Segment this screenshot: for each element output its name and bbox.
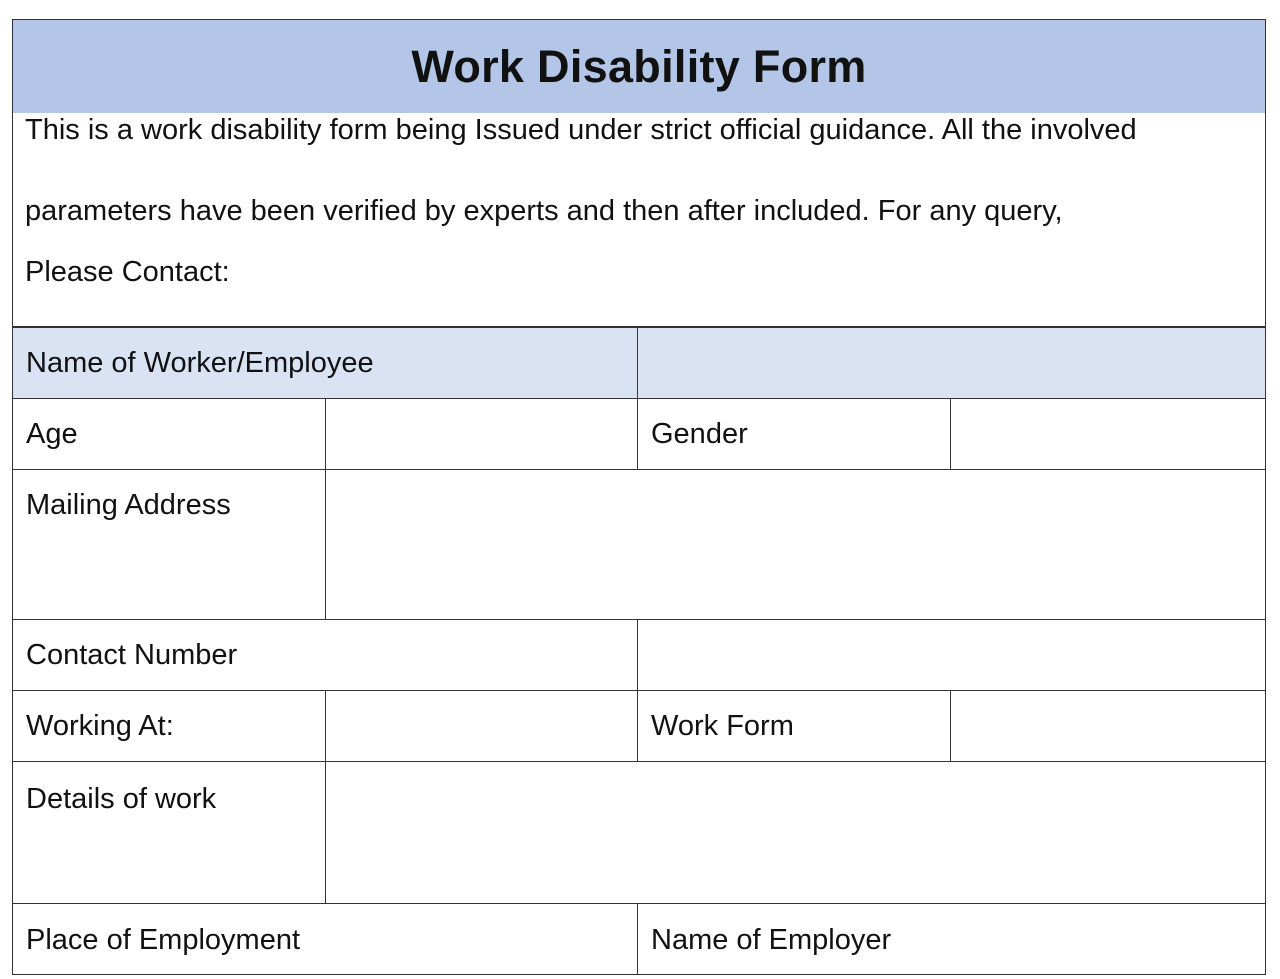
age-label: Age	[26, 418, 78, 450]
working-at-label-cell	[12, 690, 327, 762]
details-of-work-input-cell[interactable]	[325, 761, 1266, 904]
contact-number-label-cell	[12, 619, 639, 691]
place-of-employment-cell[interactable]	[12, 903, 639, 975]
working-at-input-cell[interactable]	[325, 690, 639, 762]
gender-label-cell	[637, 398, 952, 470]
contact-number-input-cell[interactable]	[637, 619, 1266, 691]
place-of-employment-label: Place of Employment	[26, 924, 301, 956]
age-input-cell[interactable]	[325, 398, 639, 470]
details-of-work-label-cell	[12, 761, 327, 904]
gender-label: Gender	[651, 418, 748, 450]
intro-line-2: parameters have been verified by experts and then after included. For any query,	[25, 195, 1063, 227]
intro-line-3: Please Contact:	[25, 256, 230, 288]
work-form-label: Work Form	[651, 710, 794, 742]
intro-line-1: This is a work disability form being Issued under strict official guidance. All the involved	[25, 114, 1137, 146]
form-title: Work Disability Form	[411, 40, 867, 92]
name-input-cell[interactable]	[637, 327, 1266, 399]
gender-input-cell[interactable]	[950, 398, 1266, 470]
details-of-work-label: Details of work	[26, 783, 217, 815]
mailing-address-label: Mailing Address	[26, 489, 231, 521]
name-of-employer-label: Name of Employer	[651, 924, 892, 956]
name-label: Name of Worker/Employee	[26, 347, 374, 379]
intro-box	[12, 113, 1266, 327]
form-title-bar	[12, 19, 1266, 114]
age-label-cell	[12, 398, 327, 470]
name-label-cell	[12, 327, 639, 399]
mailing-address-label-cell	[12, 469, 327, 620]
working-at-label: Working At:	[26, 710, 174, 742]
work-form-input-cell[interactable]	[950, 690, 1266, 762]
work-form-label-cell	[637, 690, 952, 762]
work-disability-form	[12, 19, 1266, 979]
name-of-employer-cell[interactable]	[637, 903, 1266, 975]
mailing-address-input-cell[interactable]	[325, 469, 1266, 620]
contact-number-label: Contact Number	[26, 639, 238, 671]
